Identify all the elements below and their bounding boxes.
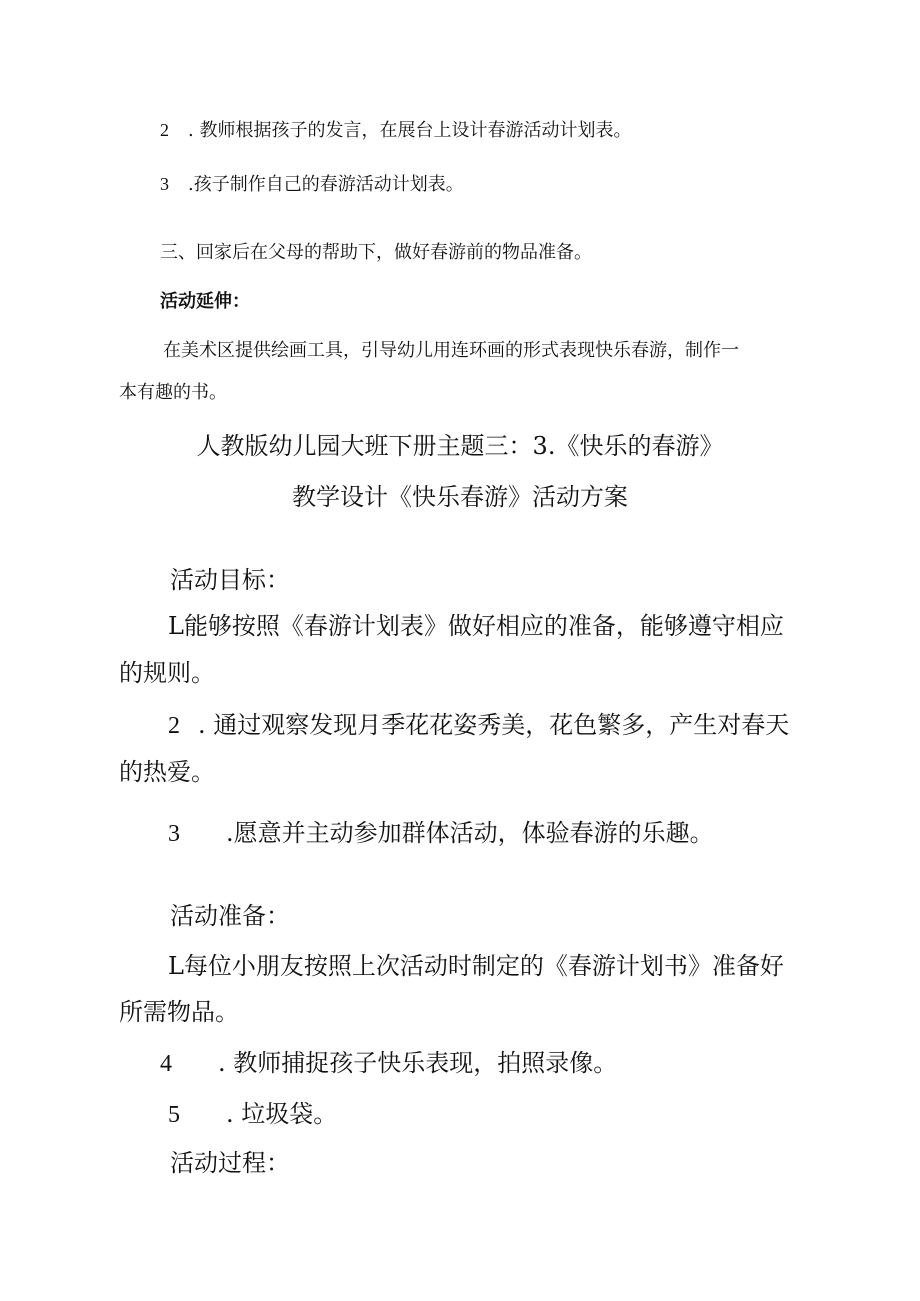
list-number: 3 — [160, 174, 169, 194]
list-number: 3 — [168, 821, 180, 847]
preparation-heading: 活动准备： — [170, 902, 290, 930]
list-item — [160, 172, 464, 197]
list-item — [160, 118, 631, 143]
list-number: 4 — [160, 1051, 172, 1077]
preparation-item-line: 所需物品。 — [119, 998, 239, 1026]
goal-item-line: L能够按照《春游计划表》做好相应的准备，能够遵守相应 — [168, 612, 784, 640]
preparation-item-line: 5 . 垃圾袋。 — [168, 1098, 337, 1131]
process-heading: 活动过程： — [170, 1149, 290, 1177]
preparation-item-line: 4 . 教师捕捉孩子快乐表现，拍照录像。 — [160, 1047, 617, 1080]
document-title: 人教版幼儿园大班下册主题三：3.《快乐的春游》 — [196, 432, 724, 460]
list-text: .孩子制作自己的春游活动计划表。 — [188, 174, 464, 195]
list-number: 5 — [168, 1102, 180, 1128]
extension-heading: 活动延伸： — [160, 291, 250, 312]
list-number: 2 — [160, 120, 169, 140]
list-text: . 教师根据孩子的发言，在展台上设计春游活动计划表。 — [188, 120, 632, 141]
extension-text-line: 本有趣的书。 — [119, 382, 227, 403]
goal-item-line: 的热爱。 — [119, 758, 215, 786]
extension-text-line: 在美术区提供绘画工具，引导幼儿用连环画的形式表现快乐春游，制作一 — [163, 340, 739, 361]
document-subtitle: 教学设计《快乐春游》活动方案 — [292, 483, 628, 511]
goal-item-line: 的规则。 — [119, 659, 215, 687]
goal-item-line: 2 . 通过观察发现月季花花姿秀美，花色繁多，产生对春天 — [168, 709, 789, 742]
list-number: 2 — [168, 713, 180, 739]
goals-heading: 活动目标： — [170, 566, 290, 594]
preparation-item-line: L每位小朋友按照上次活动时制定的《春游计划书》准备好 — [168, 952, 784, 980]
goal-item-line: 3 .愿意并主动参加群体活动，体验春游的乐趣。 — [168, 817, 714, 850]
paragraph-step-three: 三、回家后在父母的帮助下，做好春游前的物品准备。 — [160, 242, 592, 263]
